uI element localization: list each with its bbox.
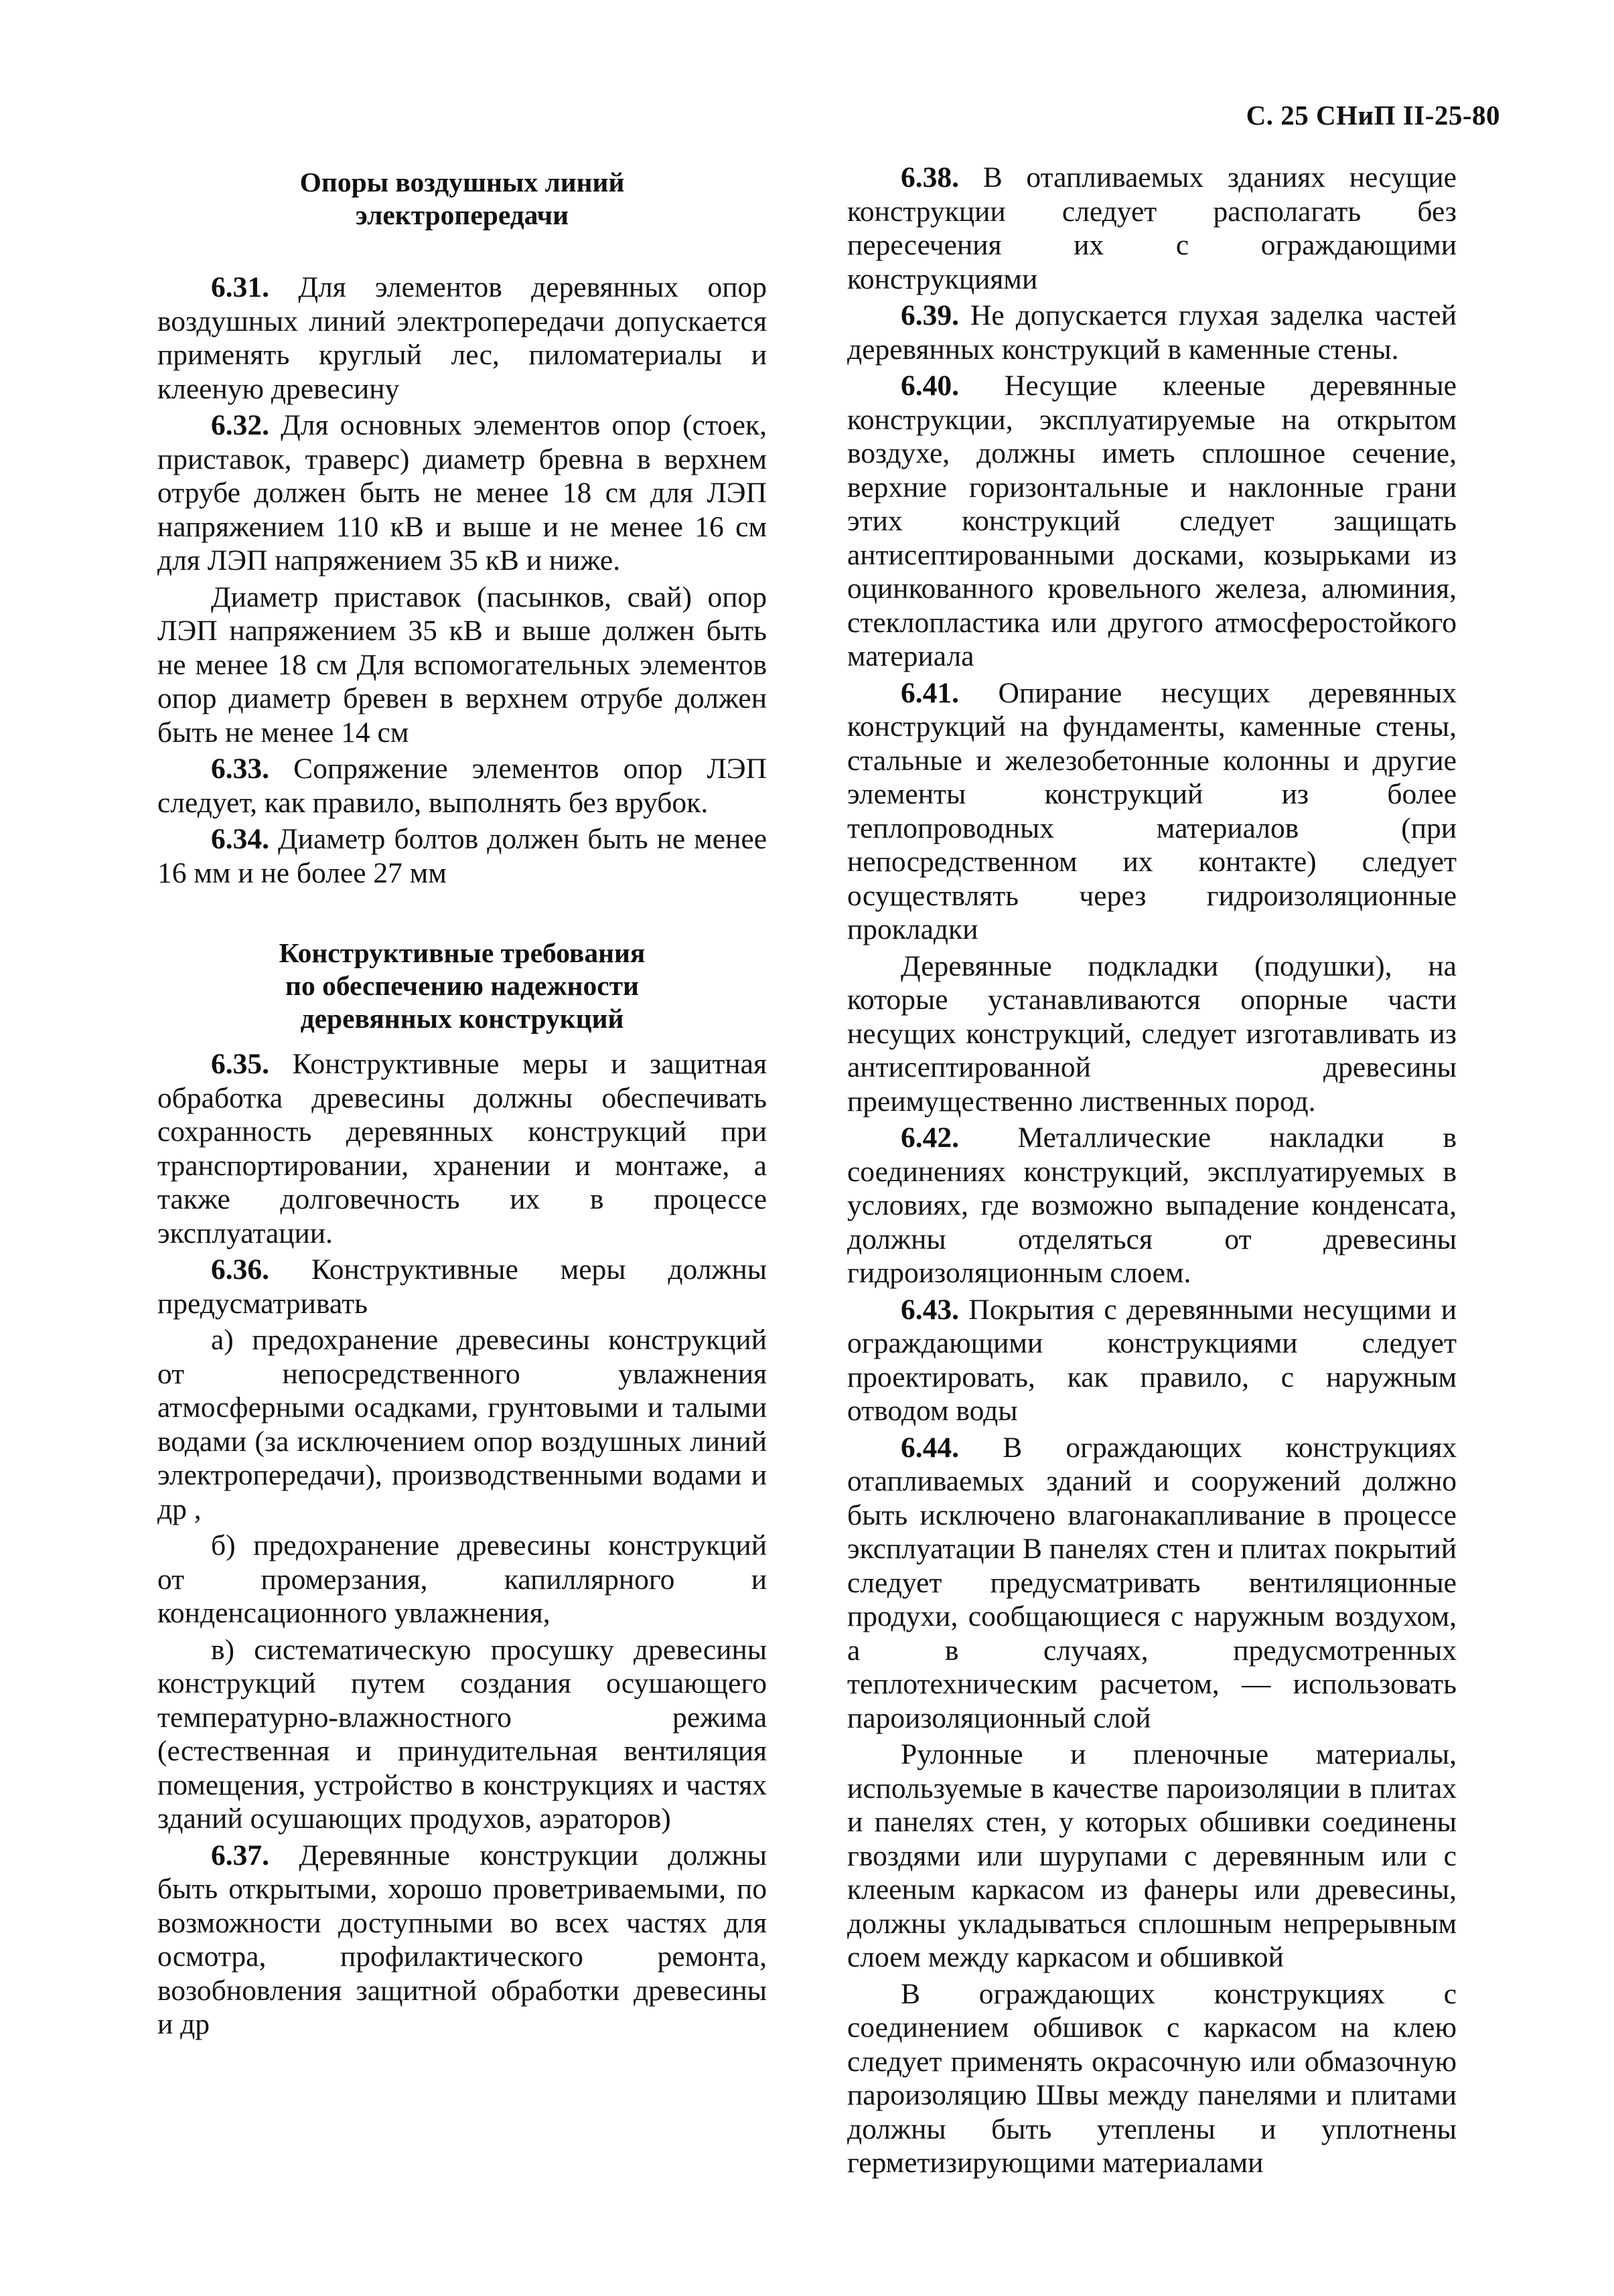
paragraph-text: Металлические накладки в соединениях конструкций, эксплуатируемых в условиях, где возможно выпадение конденсата, должны отделяться от древесины гидроизоляционным слоем. bbox=[847, 1122, 1457, 1289]
page-header: С. 25 СНиП II-25-80 bbox=[1246, 100, 1500, 131]
right-column bbox=[847, 161, 1457, 2183]
clause-number: 6.36. bbox=[211, 1253, 269, 1286]
clause-number: 6.40. bbox=[901, 370, 959, 402]
paragraph-text: Опирание несущих деревянных конструкций на фундаменты, каменные стены, стальные и железобетонные колонны и другие элементы конструкций из более теплопроводных материалов (при непосредственном их контакте) следует осуществлять через гидроизоляционные прокладки bbox=[847, 676, 1457, 945]
paragraph-6-42 bbox=[847, 1121, 1457, 1290]
clause-number: 6.39. bbox=[901, 299, 959, 331]
left-column bbox=[157, 161, 767, 2044]
clause-number: 6.35. bbox=[211, 1048, 269, 1080]
clause-number: 6.44. bbox=[901, 1431, 959, 1464]
paragraph-6-38 bbox=[847, 161, 1457, 296]
paragraph-6-37 bbox=[157, 1839, 767, 2042]
paragraph-6-44 bbox=[847, 1431, 1457, 1736]
paragraph-6-34 bbox=[157, 822, 767, 890]
paragraph-6-41-continued: Деревянные подкладки (подушки), на которые устанавливаются опорные части несущих конструкций, следует изготавливать из антисептированной древесины преимущественно лиственных пород. bbox=[847, 949, 1457, 1118]
paragraph-6-44-continued-1: Рулонные и пленочные материалы, используемые в качестве пароизоляции в плитах и панелях стен, у которых обшивки соединены гвоздями или шурупами с деревянным или с клееным каркасом из фанеры или древесины, должны укладываться сплошным непрерывным слоем между каркасом и обшивкой bbox=[847, 1738, 1457, 1973]
heading-line: деревянных конструкций bbox=[300, 1003, 624, 1034]
clause-number: 6.32. bbox=[211, 409, 269, 441]
paragraph-6-44-continued-2: В ограждающих конструкциях с соединением обшивок с каркасом на клею следует применять окрасочную или обмазочную пароизоляцию Швы между панелями и плитами должны быть утеплены и уплотнены герметизирующими материалами bbox=[847, 1977, 1457, 2179]
heading-line: Конструктивные требования bbox=[279, 937, 646, 968]
paragraph-6-32-continued: Диаметр приставок (пасынков, свай) опор ЛЭП напряжением 35 кВ и выше должен быть не менее 18 см Для вспомогательных элементов опор диаметр бревен в верхнем отрубе должен быть не менее 14 см bbox=[157, 581, 767, 749]
paragraph-text: В ограждающих конструкциях отапливаемых зданий и сооружений должно быть исключено влагонакапливание в процессе эксплуатации В панелях стен и плитах покрытий следует предусматривать вентиляционные продухи, сообщающиеся с наружным воздухом, а в случаях, предусмотренных теплотехническим расчетом, — использовать пароизоляционный слой bbox=[847, 1431, 1457, 1734]
paragraph-text: Для элементов деревянных опор воздушных линий электропередачи допускается применять круглый лес, пиломатериалы и клееную древесину bbox=[157, 271, 767, 405]
clause-number: 6.31. bbox=[211, 271, 269, 303]
paragraph-text: Конструктивные меры и защитная обработка древесины должны обеспечивать сохранность деревянных конструкций при транспортировании, хранении и монтаже, а также долговечность их в процессе эксплуатации. bbox=[157, 1048, 767, 1249]
clause-number: 6.33. bbox=[211, 753, 269, 785]
section-heading-power-line-supports bbox=[157, 166, 767, 232]
clause-number: 6.37. bbox=[211, 1839, 269, 1871]
paragraph-6-39 bbox=[847, 299, 1457, 366]
heading-line: электропередачи bbox=[355, 200, 569, 230]
paragraph-text: Конструктивные меры должны предусматривать bbox=[157, 1253, 767, 1320]
paragraph-text: Диаметр болтов должен быть не менее 16 мм и не более 27 мм bbox=[157, 823, 767, 889]
paragraph-text: Покрытия с деревянными несущими и ограждающими конструкциями следует проектировать, как правило, с наружным отводом воды bbox=[847, 1293, 1457, 1427]
paragraph-text: Для основных элементов опор (стоек, приставок, траверс) диаметр бревна в верхнем отрубе должен быть не менее 18 см для ЛЭП напряжением 110 кВ и выше и не менее 16 см для ЛЭП напряжением 35 кВ и ниже. bbox=[157, 409, 767, 577]
paragraph-text: В отапливаемых зданиях несущие конструкции следует располагать без пересечения их с ограждающими конструкциями bbox=[847, 161, 1457, 295]
list-item-6-36-b: б) предохранение древесины конструкций от промерзания, капиллярного и конденсационного увлажнения, bbox=[157, 1529, 767, 1629]
paragraph-6-41 bbox=[847, 676, 1457, 947]
paragraph-6-31 bbox=[157, 271, 767, 406]
list-item-6-36-a: а) предохранение древесины конструкций от непосредственного увлажнения атмосферными осадками, грунтовыми и талыми водами (за исключением опор воздушных линий электропередачи), производственными водами и др , bbox=[157, 1324, 767, 1525]
paragraph-6-40 bbox=[847, 369, 1457, 674]
clause-number: 6.38. bbox=[901, 161, 959, 194]
heading-line: по обеспечению надежности bbox=[285, 970, 639, 1001]
paragraph-text: Несущие клееные деревянные конструкции, эксплуатируемые на открытом воздухе, должны иметь сплошное сечение, верхние горизонтальные и наклонные грани этих конструкций следует защищать антисептированными досками, козырьками из оцинкованного кровельного железа, алюминия, стеклопластика или другого атмосферостойкого материала bbox=[847, 370, 1457, 672]
list-item-6-36-c: в) систематическую просушку древесины конструкций путем создания осушающего температурно-влажностного режима (естественная и принудительная вентиляция помещения, устройство в конструкциях и частях зданий осушающих продухов, аэраторов) bbox=[157, 1633, 767, 1835]
paragraph-text: Не допускается глухая заделка частей деревянных конструкций в каменные стены. bbox=[847, 299, 1457, 366]
clause-number: 6.43. bbox=[901, 1293, 959, 1326]
clause-number: 6.42. bbox=[901, 1122, 959, 1154]
paragraph-6-32 bbox=[157, 408, 767, 578]
section-heading-reliability-requirements bbox=[157, 937, 767, 1035]
clause-number: 6.41. bbox=[901, 676, 959, 709]
paragraph-text: Сопряжение элементов опор ЛЭП следует, как правило, выполнять без врубок. bbox=[157, 753, 767, 819]
paragraph-text: Деревянные конструкции должны быть открытыми, хорошо проветриваемыми, по возможности доступными во всех частях для осмотра, профилактического ремонта, возобновления защитной обработки древесины и др bbox=[157, 1839, 767, 2040]
paragraph-6-43 bbox=[847, 1293, 1457, 1428]
clause-number: 6.34. bbox=[211, 823, 269, 855]
heading-line: Опоры воздушных линий bbox=[299, 167, 625, 198]
paragraph-6-36 bbox=[157, 1253, 767, 1320]
paragraph-6-35 bbox=[157, 1047, 767, 1250]
paragraph-6-33 bbox=[157, 752, 767, 820]
